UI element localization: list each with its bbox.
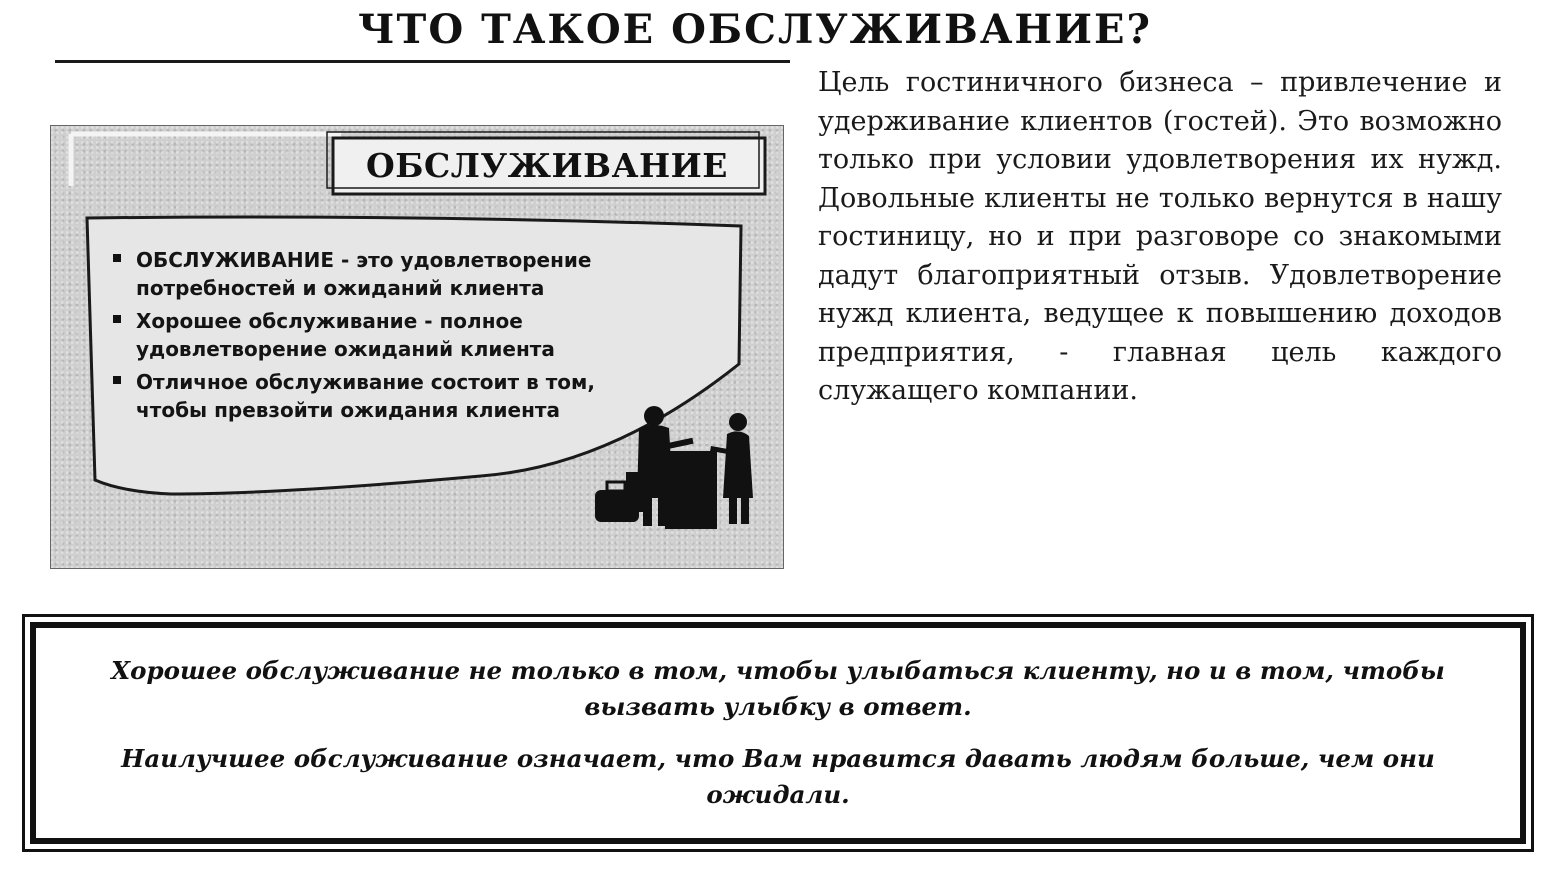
page-title: ЧТО ТАКОЕ ОБСЛУЖИВАНИЕ?: [358, 6, 1152, 53]
slide-bullet: Отличное обслуживание состоит в том, чтобы превзойти ожидания клиента: [111, 368, 671, 424]
quote-box-inner: [30, 622, 1526, 844]
quote-good-service: Хорошее обслуживание не только в том, чтобы улыбаться клиенту, но и в том, чтобы вызвать улыбку в ответ.: [111, 656, 1445, 721]
intro-paragraph: Цель гостиничного бизнеса – привлечение и удерживание клиентов (гостей). Это возможно только при условии удовлетворения их нужд. Довольные клиенты не только вернутся в нашу гостиницу, но и при разговоре со знакомыми дадут благоприятный отзыв. Удовлетворение нужд клиента, ведущее к повышению доходов предприятия, - главная цель каждого служащего компании.: [818, 67, 1502, 406]
quote-box: [22, 614, 1534, 852]
slide-bullet-list: [111, 246, 671, 429]
slide-bullet: Хорошее обслуживание - полное удовлетворение ожиданий клиента: [111, 307, 671, 363]
slide-image: [50, 125, 784, 569]
title-underline: [55, 60, 790, 63]
slide-header: ОБСЛУЖИВАНИЕ: [366, 145, 728, 185]
slide-bullet: ОБСЛУЖИВАНИЕ - это удовлетворение потребностей и ожиданий клиента: [111, 246, 671, 302]
quote-best-service: Наилучшее обслуживание означает, что Вам нравится давать людям больше, чем они ожидали.: [121, 744, 1435, 809]
